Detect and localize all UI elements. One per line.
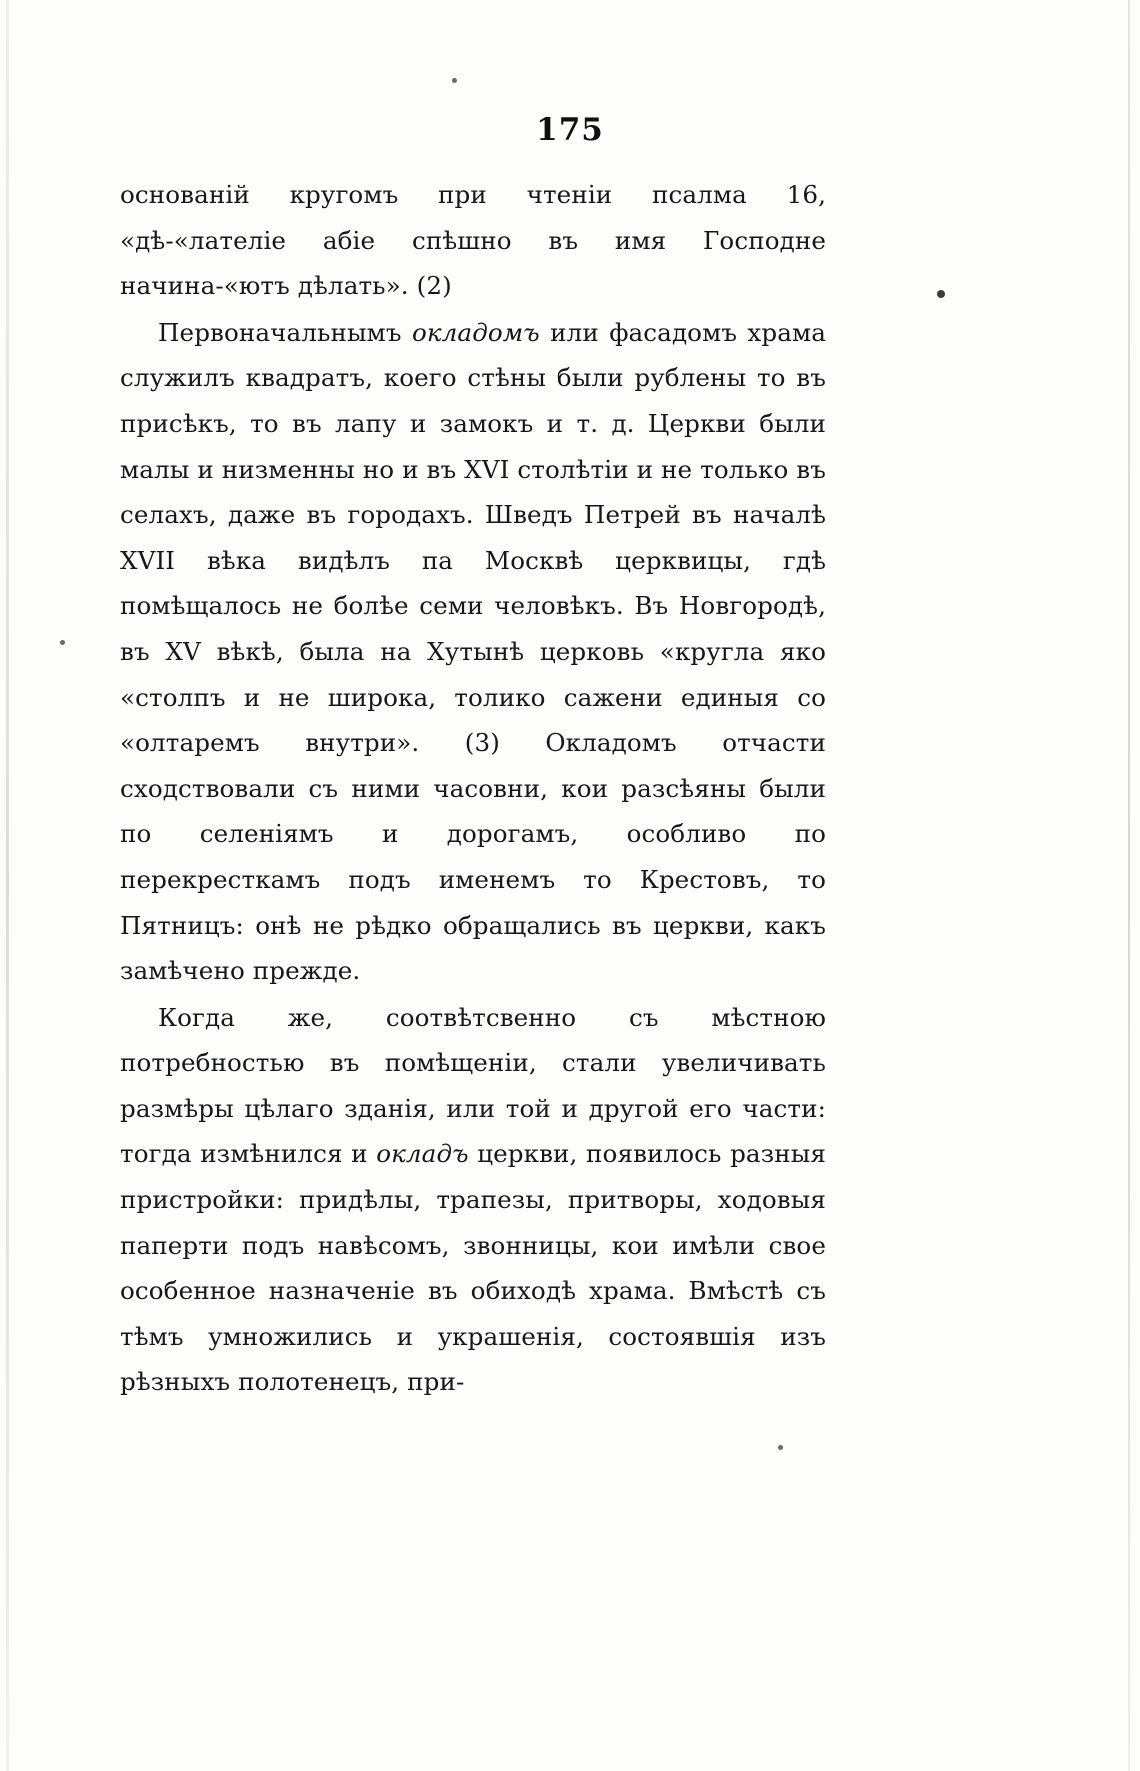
paragraph-2 (120, 310, 826, 994)
page-edge-artifact-right (1128, 0, 1130, 1771)
paragraph-2-segment-normal-2: или фасадомъ храма служилъ квадратъ, коего стѣны были рублены то въ присѣкъ, то въ лапу и замокъ и т. д. Церкви были малы и низменны но и въ XVI столѣтіи и не только въ селахъ, даже въ городахъ. Шведъ Петрей въ началѣ XVII вѣка видѣлъ па Москвѣ церквицы, гдѣ помѣщалось не болѣе семи человѣкъ. Въ Новгородѣ, въ XV вѣкѣ, была на Хутынѣ церковь «кругла яко «столпъ и не широка, толико сажени единыя со «олтаремъ внутри». (3) Окладомъ отчасти сходствовали съ ними часовни, кои разсѣяны были по селеніямъ и дорогамъ, особливо по перекресткамъ подъ именемъ то Крестовъ, то Пятницъ: онѣ не рѣдко обращались въ церкви, какъ замѣчено прежде. (120, 317, 826, 986)
paragraph-3 (120, 995, 826, 1405)
paragraph-2-segment-italic: окладомъ (411, 317, 540, 347)
paragraph-3-segment-normal-1: Когда же, соотвѣтсвенно съ мѣстною потребностью въ помѣщеніи, стали увеличивать размѣры цѣлаго зданія, или той и другой его части: тогда измѣнился и (120, 1002, 826, 1169)
scan-speck (60, 640, 65, 645)
page-body (120, 172, 826, 1406)
page-number: 175 (536, 112, 604, 148)
scan-speck (452, 78, 457, 83)
paragraph-2-segment-normal-1: Первоначальнымъ (158, 317, 412, 347)
scan-speck (937, 290, 945, 298)
page-edge-artifact-left (6, 0, 9, 1771)
paragraph-3-segment-normal-2: церкви, появилось разныя пристройки: придѣлы, трапезы, притворы, ходовыя паперти подъ навѣсомъ, звонницы, кои имѣли свое особенное назначеніе въ обиходѣ храма. Вмѣстѣ съ тѣмъ умножились и украшенія, состоявшія изъ рѣзныхъ полотенецъ, при- (120, 1139, 826, 1397)
paragraph-3-segment-italic: окладъ (376, 1139, 469, 1169)
paragraph-1 (120, 172, 826, 309)
scan-speck (778, 1445, 783, 1450)
paragraph-1-text: основаній кругомъ при чтеніи псалма 16, «дѣ-«лателіе абіе спѣшно въ имя Господне начина-«ютъ дѣлать». (2) (120, 180, 826, 301)
